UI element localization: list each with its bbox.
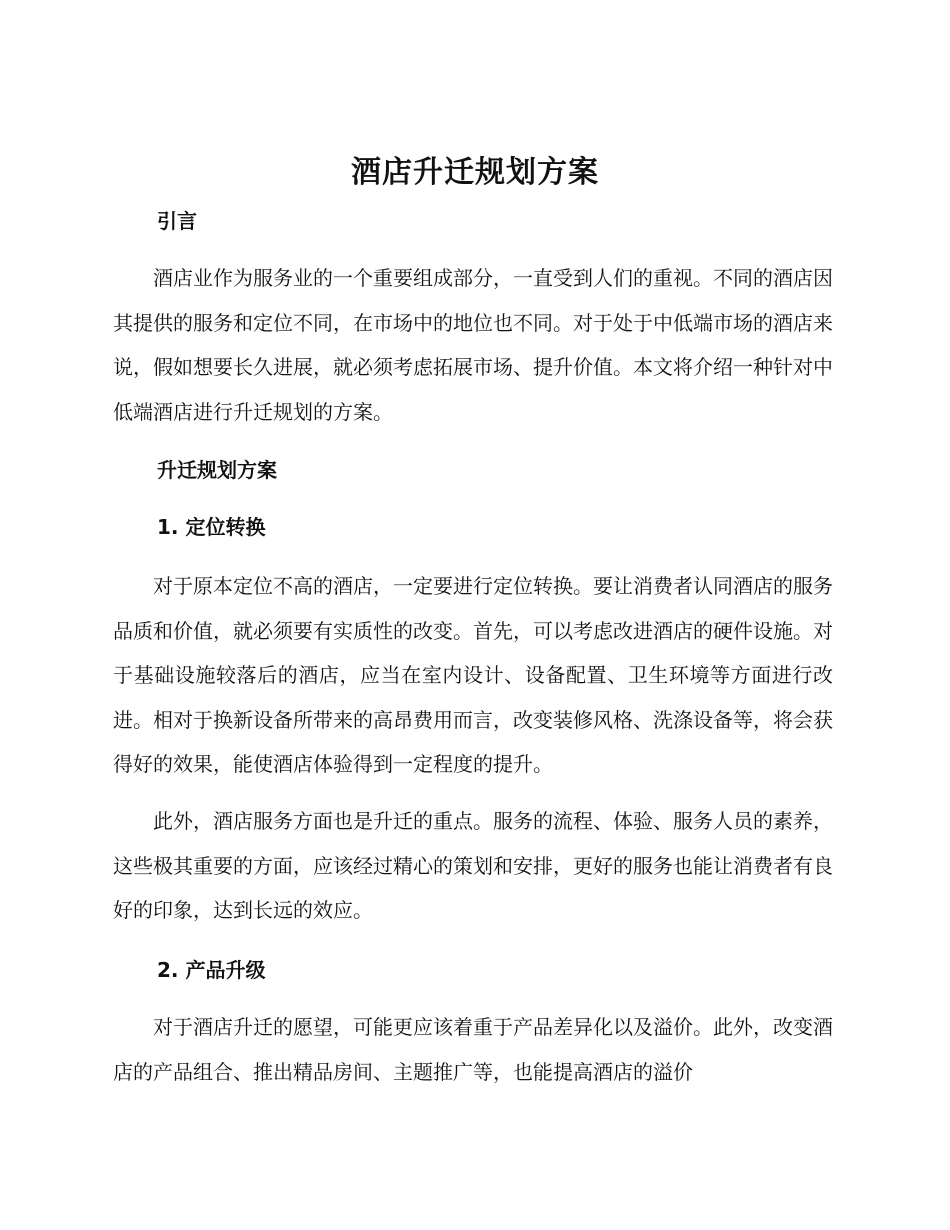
section2-paragraph-1: 对于酒店升迁的愿望，可能更应该着重于产品差异化以及溢价。此外，改变酒店的产品组合、推出精品房间、主题推广等，也能提高酒店的溢价 [113,1015,833,1084]
intro-paragraph: 酒店业作为服务业的一个重要组成部分，一直受到人们的重视。不同的酒店因其提供的服务和定位不同，在市场中的地位也不同。对于处于中低端市场的酒店来说，假如想要长久进展，就必须考虑拓展市场、提升价值。本文将介绍一种针对中低端酒店进行升迁规划的方案。 [113,266,833,424]
intro-heading: 引言 [157,209,197,233]
section2-heading: 2. 产品升级 [157,958,266,982]
plan-heading: 升迁规划方案 [157,458,277,482]
section1-paragraph-1: 对于原本定位不高的酒店，一定要进行定位转换。要让消费者认同酒店的服务品质和价值，就必须要有实质性的改变。首先，可以考虑改进酒店的硬件设施。对于基础设施较落后的酒店，应当在室内设计、设备配置、卫生环境等方面进行改进。相对于换新设备所带来的高昂费用而言，改变装修风格、洗涤设备等，将会获得好的效果，能使酒店体验得到一定程度的提升。 [113,574,833,776]
document-title: 酒店升迁规划方案 [351,155,599,190]
section1-paragraph-2: 此外，酒店服务方面也是升迁的重点。服务的流程、体验、服务人员的素养，这些极其重要的方面，应该经过精心的策划和安排，更好的服务也能让消费者有良好的印象，达到长远的效应。 [113,809,833,922]
section1-heading: 1. 定位转换 [157,515,266,539]
